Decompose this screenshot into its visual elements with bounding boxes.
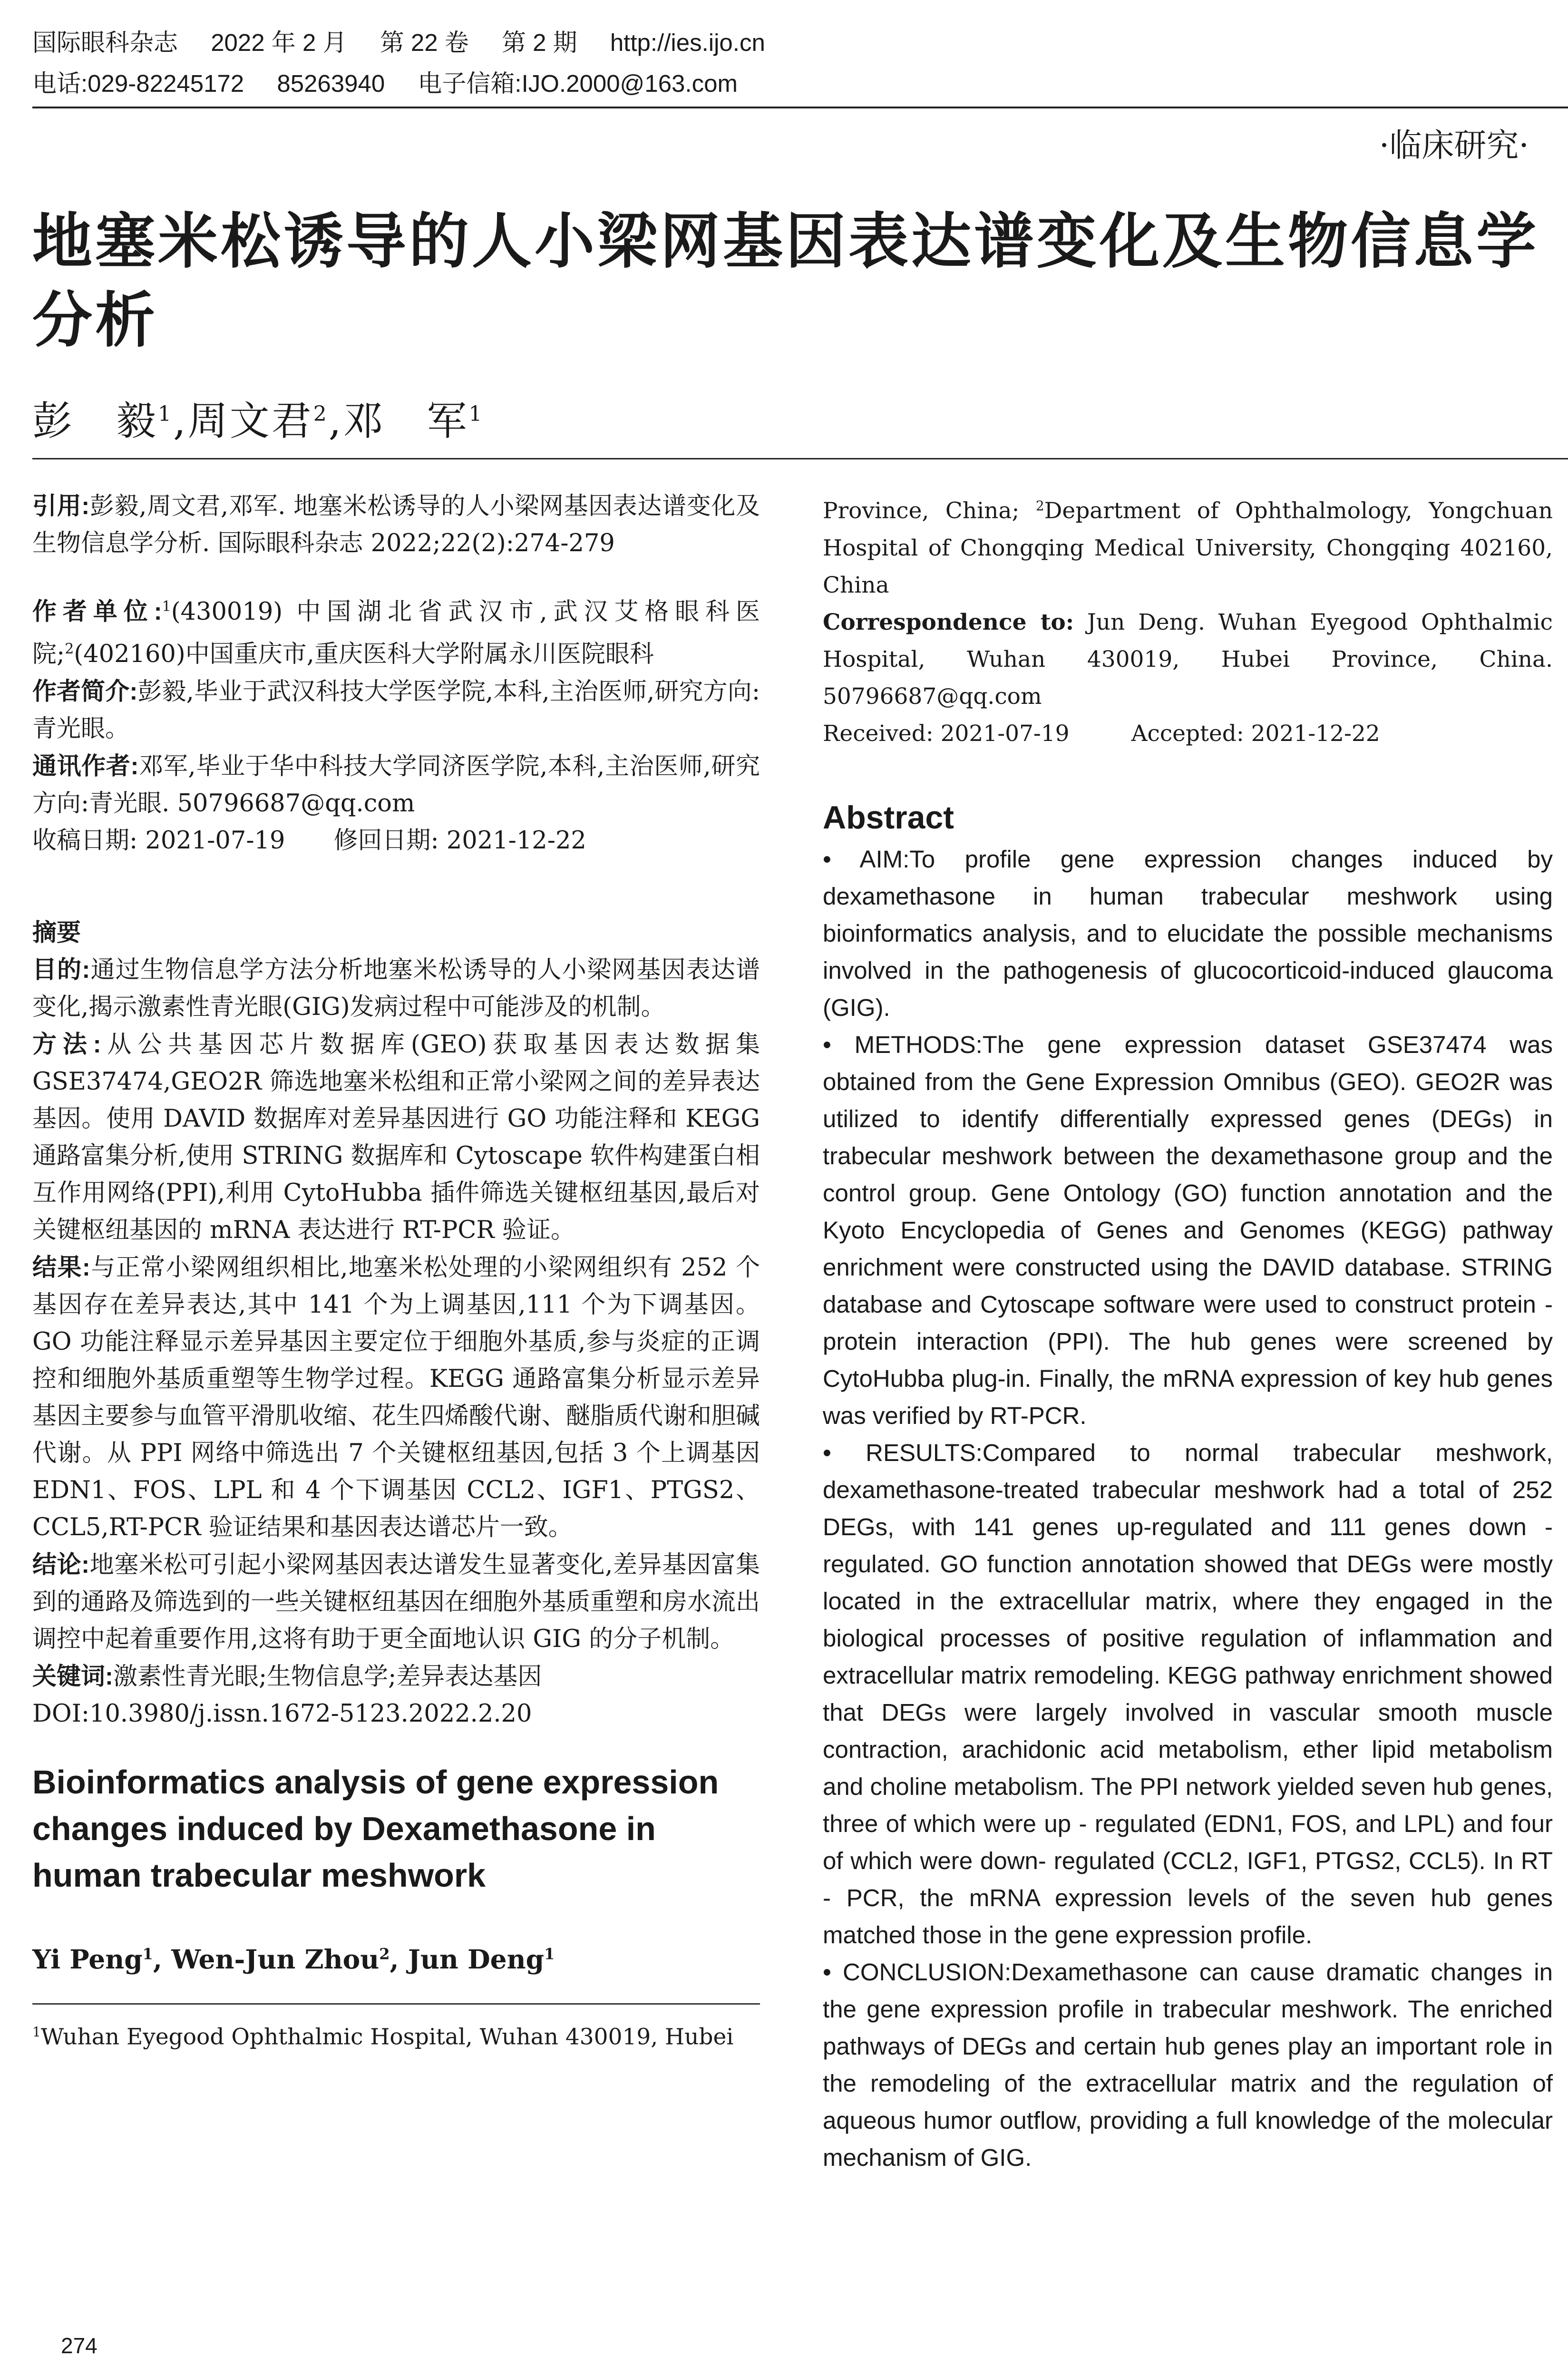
- authors-rule: [32, 458, 1568, 459]
- conclusion-en: [823, 1954, 1553, 2176]
- conclusion-zh: [32, 1546, 760, 1658]
- correspondence-label-en: Correspondence to:: [823, 609, 1074, 635]
- section-tag: ·临床研究·: [1379, 127, 1529, 165]
- keywords-zh: [32, 1658, 760, 1695]
- citation-label: 引用:: [32, 492, 90, 519]
- left-column: [32, 487, 760, 2055]
- english-authors: Yi Peng$^1$, Wen-Jun Zhou$^2$, Jun Deng$^1$: [32, 1944, 555, 1975]
- received-date-en: Received: 2021-07-19: [823, 720, 1070, 747]
- footnote-sup: 1: [32, 2024, 41, 2040]
- en-author-2-sup: 2: [379, 1945, 390, 1963]
- spacer: [32, 886, 760, 914]
- en-author-3-sup: 1: [544, 1945, 555, 1963]
- results-text-zh: 与正常小梁网组织相比,地塞米松处理的小梁网组织有 252 个基因存在差异表达,其中 141 个为上调基因,111 个为下调基因。GO 功能注释显示差异基因主要定位于细胞外基质,参与炎症的正调控和细胞外基质重塑等生物学过程。KEGG 通路富集分析显示差异基因主要参与血管平滑肌收缩、花生四烯酸代谢、醚脂质代谢和胆碱代谢。从 PPI 网络中筛选出 7 个关键枢纽基因,包括 3 个上调基因 EDN1、FOS、LPL 和 4 个下调基因 CCL2、IGF1、PTGS2、CCL5,RT-PCR 验证结果和基因表达谱芯片一致。: [32, 1254, 760, 1541]
- header-rule: [32, 107, 1568, 108]
- author-1: 彭 毅: [32, 398, 158, 444]
- email[interactable]: 电子信箱:IJO.2000@163.com: [418, 70, 738, 97]
- author-bio: [32, 673, 760, 748]
- footnote-affiliation: [32, 2014, 760, 2055]
- header-line-2: [32, 64, 764, 99]
- doi[interactable]: DOI:10.3980/j.issn.1672-5123.2022.2.20: [32, 1700, 532, 1728]
- phone: 电话:029-82245172: [32, 70, 244, 97]
- citation: [32, 487, 760, 562]
- en-author-3: Jun Deng: [408, 1944, 545, 1975]
- methods-label-zh: 方法:: [32, 1031, 101, 1058]
- volume: 第 22 卷: [380, 29, 469, 56]
- affil-sup-1: 1: [162, 598, 171, 615]
- conclusion-text-en: Dexamethasone can cause dramatic changes in the gene expression profile in trabecular meshwork. The enriched pathways of DEGs and certain hub genes play an important role in the remodeling of the extracellular matrix and the regulation of aqueous humor outflow, providing a full knowledge of the molecular mechanism of GIG.: [823, 1958, 1553, 2171]
- affil-sup-2: 2: [65, 641, 74, 657]
- article-title: 地塞米松诱导的人小梁网基因表达谱变化及生物信息学分析: [32, 208, 1539, 354]
- corresponding-text: 邓军,毕业于华中科技大学同济医学院,本科,主治医师,研究方向:青光眼. 50796687@qq.com: [32, 752, 760, 818]
- accepted-date-en: Accepted: 2021-12-22: [1131, 720, 1380, 747]
- abstract-heading-zh: 摘要: [32, 919, 81, 946]
- conclusion-label-en: • CONCLUSION:: [823, 1958, 1012, 1986]
- footnote-text: Wuhan Eyegood Ophthalmic Hospital, Wuhan 430019, Hubei: [40, 2024, 734, 2050]
- english-title: Bioinformatics analysis of gene expression changes induced by Dexamethasone in human trabecular meshwork: [32, 1763, 719, 1894]
- received-dates: 收稿日期: 2021-07-19 修回日期: 2021-12-22: [32, 827, 586, 855]
- abstract-heading-en: Abstract: [823, 799, 954, 836]
- methods-en: [823, 1026, 1553, 1434]
- methods-label-en: • METHODS:: [823, 1031, 983, 1058]
- methods-zh: [32, 1026, 760, 1249]
- phone-2: 85263940: [277, 70, 385, 97]
- affil2-sup: 2: [1035, 498, 1044, 514]
- methods-text-zh: 从公共基因芯片数据库(GEO)获取基因表达数据集 GSE37474,GEO2R 筛选地塞米松组和正常小梁网之间的差异表达基因。使用 DAVID 数据库对差异基因进行 GO 功能注释和 KEGG 通路富集分析,使用 STRING 数据库和 Cytoscape 软件构建蛋白相互作用网络(PPI),利用 CytoHubba 插件筛选关键枢纽基因,最后对关键枢纽基因的 mRNA 表达进行 RT-PCR 验证。: [32, 1031, 760, 1244]
- author-3: 邓 军: [343, 398, 469, 444]
- aim-label-en: • AIM:: [823, 845, 910, 873]
- corresponding-author: [32, 748, 760, 822]
- author-bio-label: 作者简介:: [32, 678, 138, 705]
- issue-number: 第 2 期: [501, 29, 577, 56]
- citation-text: 彭毅,周文君,邓军. 地塞米松诱导的人小梁网基因表达谱变化及生物信息学分析. 国际眼科杂志 2022;22(2):274-279: [32, 492, 760, 557]
- affiliations: [32, 588, 760, 673]
- aim-zh: [32, 951, 760, 1026]
- author-3-sup: 1: [468, 402, 484, 426]
- affiliation-continued: [823, 487, 1553, 604]
- authors-zh: [32, 389, 484, 447]
- conclusion-label-zh: 结论:: [32, 1551, 90, 1578]
- journal-url[interactable]: http://ies.ijo.cn: [610, 29, 765, 56]
- results-en: [823, 1434, 1553, 1954]
- affil2-text: Department of Ophthalmology, Yongchuan Hospital of Chongqing Medical University, Chongqing 402160, China: [823, 497, 1553, 598]
- corresponding-label: 通讯作者:: [32, 752, 139, 779]
- right-column: [823, 487, 1553, 2176]
- author-2: 周文君: [187, 398, 313, 444]
- results-zh: [32, 1249, 760, 1546]
- spacer: [32, 562, 760, 588]
- en-author-2: Wen-Jun Zhou: [171, 1944, 380, 1975]
- en-author-1: Yi Peng: [32, 1944, 143, 1975]
- correspondence-text-en: Jun Deng. Wuhan Eyegood Ophthalmic Hospital, Wuhan 430019, Hubei Province, China. 50796687@qq.com: [823, 609, 1553, 710]
- affil-cont-text: Province, China;: [823, 497, 1020, 524]
- keywords-text-zh: 激素性青光眼;生物信息学;差异表达基因: [113, 1663, 542, 1691]
- aim-text-zh: 通过生物信息学方法分析地塞米松诱导的人小梁网基因表达谱变化,揭示激素性青光眼(GIG)发病过程中可能涉及的机制。: [32, 956, 760, 1021]
- conclusion-text-zh: 地塞米松可引起小梁网基因表达谱发生显著变化,差异基因富集到的通路及筛选到的一些关键枢纽基因在细胞外基质重塑和房水流出调控中起着重要作用,这将有助于更全面地认识 GIG 的分子机制。: [32, 1551, 760, 1653]
- abstract-en: [823, 841, 1553, 2176]
- results-label-en: • RESULTS:: [823, 1439, 983, 1466]
- author-separator: ,: [328, 398, 343, 444]
- affiliation-2: (402160)中国重庆市,重庆医科大学附属永川医院眼科: [74, 640, 654, 668]
- methods-text-en: The gene expression dataset GSE37474 was obtained from the Gene Expression Omnibus (GEO). GEO2R was utilized to identify differentially expressed genes (DEGs) in trabecular meshwork between the dexamethasone group and the control group. Gene Ontology (GO) function annotation and the Kyoto Encyclopedia of Genes and Genomes (KEGG) pathway enrichment were constructed using the DAVID database. STRING database and Cytoscape software were used to construct protein - protein interaction (PPI). The hub genes were screened by CytoHubba plug-in. Finally, the mRNA expression of key hub genes was verified by RT-PCR.: [823, 1031, 1553, 1429]
- correspondence-en: [823, 604, 1553, 715]
- author-1-sup: 1: [158, 402, 174, 426]
- author-separator: ,: [173, 398, 188, 444]
- footnote-rule: [32, 2003, 760, 2005]
- aim-en: [823, 841, 1553, 1026]
- received-accepted-en: [823, 715, 1553, 752]
- results-text-en: Compared to normal trabecular meshwork, dexamethasone-treated trabecular meshwork had a total of 252 DEGs, with 141 genes up-regulated and 111 genes down - regulated. GO function annotation showed that DEGs were mostly located in the extracellular matrix, where they engaged in the biological processes of positive regulation of inflammation and extracellular matrix remodeling. KEGG pathway enrichment showed that DEGs were largely involved in vascular smooth muscle contraction, arachidonic acid metabolism, ether lipid metabolism and choline metabolism. The PPI network yielded seven hub genes, three of which were up - regulated (EDN1, FOS, and LPL) and four of which were down- regulated (CCL2, IGF1, PTGS2, CCL5). In RT - PCR, the mRNA expression levels of the seven hub genes matched those in the gene expression profile.: [823, 1439, 1553, 1948]
- journal-name: 国际眼科杂志: [32, 29, 178, 56]
- affiliations-label: 作者单位:: [32, 598, 162, 625]
- author-bio-text: 彭毅,毕业于武汉科技大学医学院,本科,主治医师,研究方向:青光眼。: [32, 678, 760, 743]
- header-line-1: [32, 23, 791, 58]
- results-label-zh: 结果:: [32, 1254, 90, 1281]
- affiliation-1: (430019) 中国湖北省武汉市,武汉艾格眼科医院;: [32, 598, 760, 668]
- author-2-sup: 2: [313, 402, 329, 426]
- spacer: [32, 859, 760, 886]
- en-author-1-sup: 1: [142, 1945, 153, 1963]
- page-number: 274: [61, 2333, 97, 2358]
- issue-date: 2022 年 2 月: [211, 29, 347, 56]
- keywords-label-zh: 关键词:: [32, 1663, 113, 1690]
- aim-text-en: To profile gene expression changes induced by dexamethasone in human trabecular meshwork using bioinformatics analysis, and to elucidate the possible mechanisms involved in the pathogenesis of glucocorticoid-induced glaucoma (GIG).: [823, 845, 1553, 1021]
- aim-label-zh: 目的:: [32, 956, 90, 983]
